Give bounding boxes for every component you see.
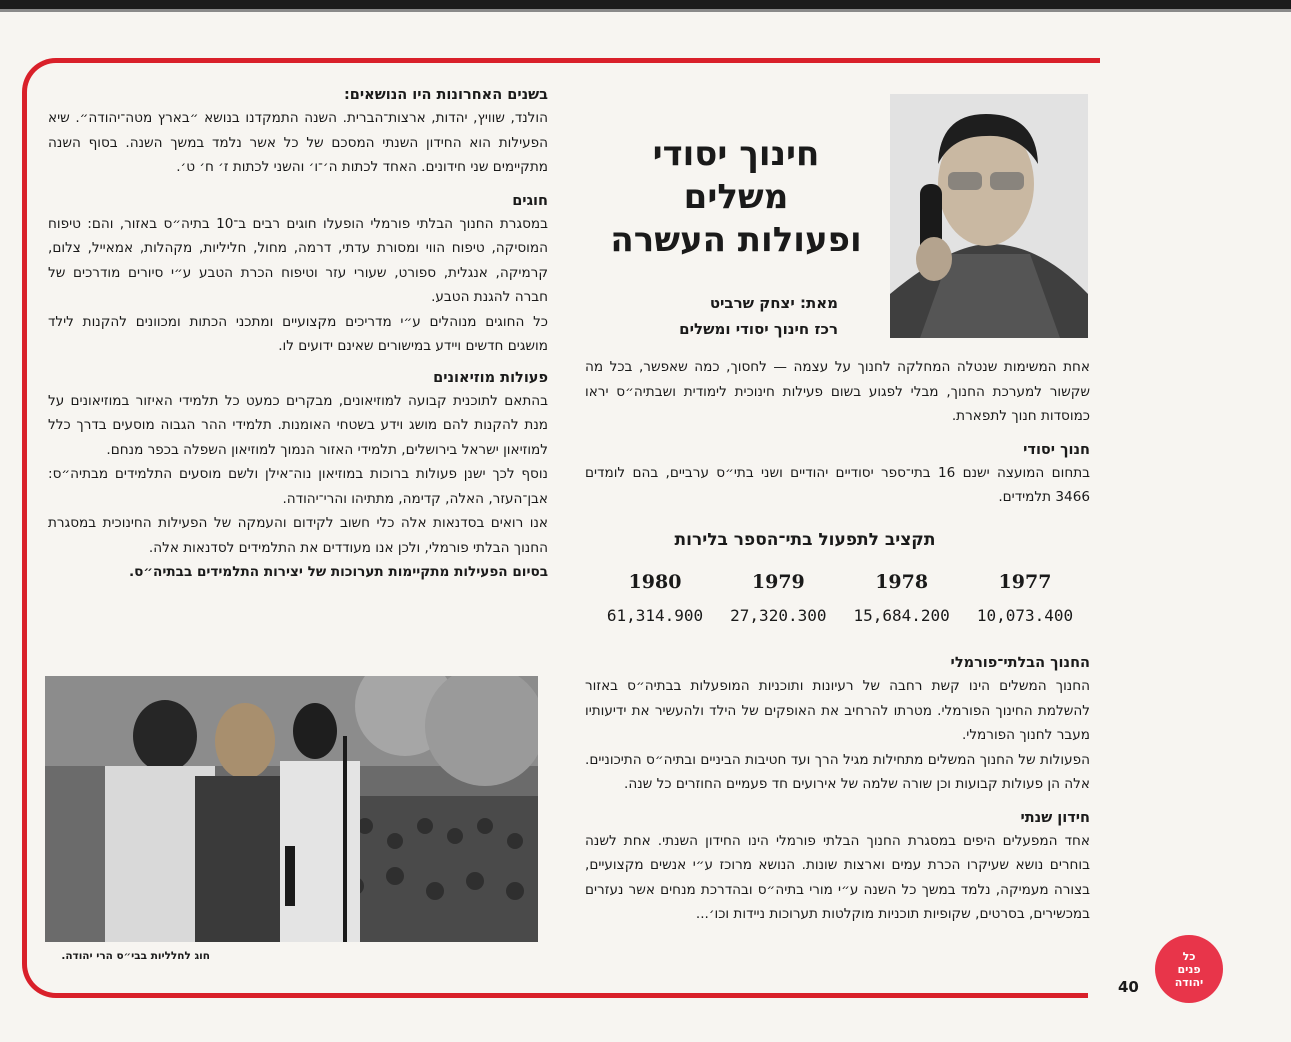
museums-text-4: בסיום הפעילות מתקיימות תערוכות של יצירות התלמידים בבתיה״ס. — [128, 564, 548, 580]
title-line-3: ופעולות העשרה — [610, 220, 862, 260]
budget-year: 1979 — [751, 571, 805, 593]
flute-club-photo — [45, 676, 538, 942]
clubs-text-1: במסגרת החנוך הבלתי פורמלי הופעלו חוגים רבים ב־10 בתיה״ס באזור, והם: טיפוח המוסיקה, טיפוח הווי ומסורת עדתי, דרמה, מחול, חליליות, מקהלות, אמאייל, צלום, קרמיקה, אנגלית, ספורט, שעורי עזר וטיפוח הכרת הטבע ע״י סיורים מודרכים של חברה להגנת הטבע. — [48, 215, 548, 305]
recent-topics-heading: בשנים האחרונות היו הנושאים: — [344, 87, 548, 103]
clubs-heading: חוגים — [512, 192, 548, 209]
budget-value: 10,073.400 — [976, 606, 1074, 625]
title-line-1: חינוך יסודי — [652, 134, 820, 174]
page-number: 40 — [1118, 978, 1139, 996]
author-portrait — [890, 94, 1088, 338]
intro-text: אחת המשימות שנטלה המחלקה לחנוך על עצמה — לחסוך, כמה שאפשר, בכל מה שקשור למערכת החנוך, מבלי לפגוע בשום פעילות חינוכית לימודית ושבתיה״ס יראו כמוסדות חנוך לתפארת. — [585, 359, 1090, 424]
informal-heading: החנוך הבלתי־פורמלי — [950, 655, 1090, 671]
budget-value: 27,320.300 — [730, 606, 827, 625]
article-title — [600, 133, 872, 262]
byline — [620, 290, 838, 342]
byline-author: מאת: יצחק שרביט — [709, 294, 838, 312]
budget-table — [595, 565, 1085, 633]
left-column — [48, 84, 548, 585]
museums-text-3: אנו רואים בסדנאות אלה כלי חשוב לקידום והעמקה של הפעילות החינוכית במסגרת החנוך הבלתי פורמלי, ולכן אנו מעודדים את התלמידים לסדנאות אלה. — [48, 515, 548, 556]
page-top-edge-shadow — [0, 9, 1291, 12]
museums-text-2: נוסף לכך ישנן פעולות ברוכות במוזיאון נוה־אילן ולשם מוסעים התלמידים מבתיה״ס: אבן־העזר, האלה, קדימה, מתתיהו והרי־יהודה. — [48, 466, 548, 507]
quiz-heading: חידון שנתי — [1020, 809, 1090, 826]
primary-text: בתחום המועצה ישנם 16 בתי־ספר יסודיים יהודיים ושני בתי״ס ערביים, בהם לומדים 3466 תלמידים. — [585, 464, 1090, 505]
clubs-text-2: כל החוגים מנוהלים ע״י מדריכים מקצועיים ומתכני הכתות ומכוונים להקנות לילד מושגים חדשים ויידע במישורים שאינם ידועים לו. — [48, 313, 548, 354]
logo-line-3: יהודה — [1174, 975, 1204, 989]
primary-heading: חנוך יסודי — [1023, 441, 1090, 458]
budget-value: 15,684.200 — [853, 606, 950, 625]
budget-year: 1977 — [998, 571, 1052, 593]
photo-caption: חוג לחלליות בבי״ס הרי יהודה. — [61, 950, 210, 962]
budget-year: 1980 — [628, 571, 682, 593]
page-top-edge — [0, 0, 1291, 9]
title-line-2: משלים — [683, 177, 789, 217]
budget-year: 1978 — [875, 571, 929, 593]
informal-block — [585, 652, 1090, 927]
budget-title: תקציב לתפעול בתי־הספר בלירות — [674, 530, 936, 550]
logo-line-2: פנים — [1177, 962, 1201, 976]
budget-value: 61,314.900 — [606, 606, 704, 625]
publication-logo — [1155, 935, 1223, 1003]
museums-heading: פעולות מוזיאונים — [433, 369, 548, 386]
quiz-text: אחד המפעלים היפים במסגרת החנוך הבלתי פורמלי הינו החידון השנתי. אחת לשנה בוחרים נושא שעיקרו הכרת עמים וארצות שונות. הנושא מרוכז ע״י אנשים מקצועיים, בצורה מעמיקה, נלמד במשך כל השנה ע״י מורי בתיה״ס ובהדרכת מנחים אשר נעזרים במכשירים, בסרטים, שקופיות תוכניות מוקלטות תערוכות ניידות וכו׳... — [585, 832, 1090, 922]
byline-role: רכז חינוך יסודי ומשלים — [679, 320, 838, 338]
logo-line-1: כל — [1182, 949, 1196, 963]
recent-topics-text: הולנד, שוויץ, יהדות, ארצות־הברית. השנה התמקדנו בנושא ״בארץ מטה־יהודה״. שיא הפעילות הוא החידון השנתי המסכם של כל אשר נלמד במשך השנה. בסוף השנה מתקיימים שני חידונים. האחד לכתות ה׳־ו׳ והשני לכתות ז׳ ח׳ ט׳. — [48, 110, 548, 175]
informal-text-2: הפעולות של החנוך המשלים מתחילות מגיל הרך ועד חטיבות הביניים ובתיה״ס התיכוניים. אלה הן פעולות קבועות וכן שורה שלמה של אירועים חד פעמיים החוזרים כל שנה. — [585, 751, 1090, 792]
budget-years-row — [595, 565, 1085, 599]
museums-text-1: בהתאם לתוכנית קבועה למוזיאונים, מבקרים כמעט כל תלמידי האיזור במוזיאונים על מנת להקנות להם מושג וידע בשטחי האומנות. תלמידי ההר הגבוה מוסעים בדרך כלל למוזיאון ישראל בירושלים, תלמידי האזור הנמוך למוזיאון השפלה בכפר מנחם. — [48, 392, 548, 458]
intro-block — [585, 355, 1090, 510]
informal-text-1: החנוך המשלים הינו קשת רחבה של רעיונות ותוכניות המופעלות בבתיה״ס באזור להשלמת החינוך הפורמלי. מטרתו להרחיב את האופקים של הילד ולהעשיר את ידיעותיו מעבר לחנוך הפורמלי. — [585, 678, 1090, 743]
budget-values-row — [595, 599, 1085, 633]
